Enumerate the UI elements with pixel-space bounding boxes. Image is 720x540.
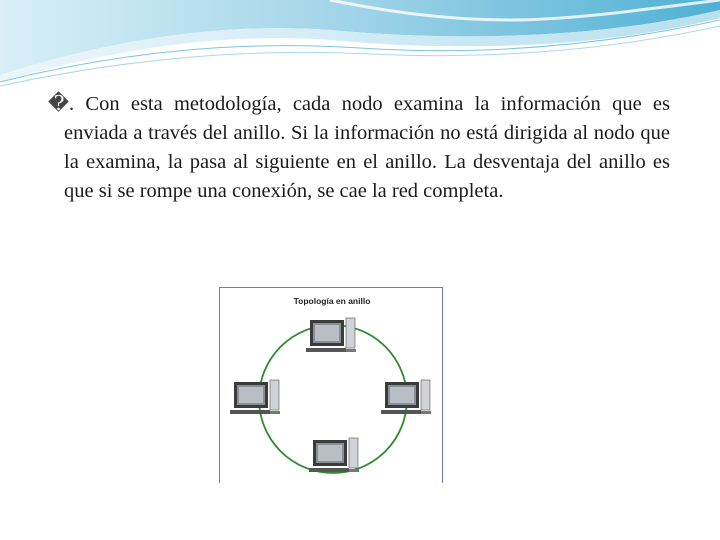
bullet-glyph: � [48,93,70,115]
paragraph-text: . Con esta metodología, cada nodo examina la información que es enviada a través del anillo. Si la información no está dirigida al nodo que la examina, la pasa al siguiente en el anillo. La desventaja del anillo es que si se rompe una conexión, se cae la red completa. [64,93,670,202]
header-wave-decoration [0,0,720,90]
ring-topology-figure [219,287,443,483]
body-paragraph [48,90,670,206]
figure-title: Topología en anillo [293,296,371,306]
computer-icon [309,438,359,472]
computer-icon [230,380,280,414]
ring-diagram [220,288,444,484]
computer-icon [306,318,356,352]
